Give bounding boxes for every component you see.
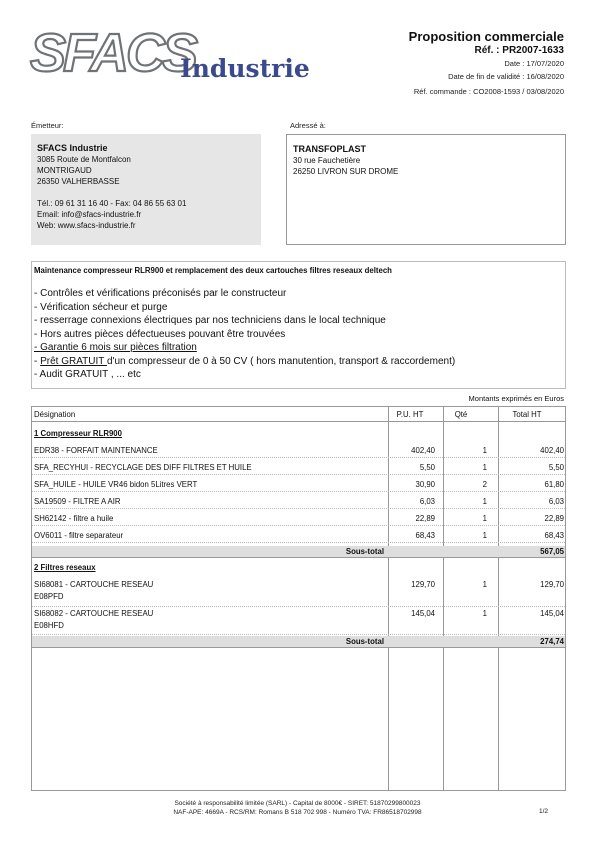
recipient-address-1: 30 rue Fauchetière: [293, 156, 361, 165]
section-title-text: 1 Compresseur RLR900: [34, 429, 122, 438]
emitter-email: Email: info@sfacs-industrie.fr: [37, 210, 142, 219]
item-unit-price: 68,43: [415, 531, 435, 540]
item-quantity: 1: [482, 531, 487, 540]
item-unit-price: 30,90: [415, 480, 435, 489]
document-date: Date : 17/07/2020: [504, 59, 564, 68]
emitter-box: [31, 134, 261, 245]
table-row: [32, 462, 565, 475]
company-logo: [30, 24, 320, 86]
item-unit-price: 6,03: [419, 497, 435, 506]
section-title: [32, 562, 565, 574]
description-title: Maintenance compresseur RLR900 et remplacement des deux cartouches filtres reseaux deltech: [34, 266, 392, 275]
document-header: [409, 29, 564, 98]
emitter-address-2: MONTRIGAUD: [37, 166, 92, 175]
subtotal-value: 274,74: [540, 637, 564, 646]
subtotal-label: Sous-total: [345, 637, 384, 646]
emitter-label: Émetteur:: [31, 121, 64, 130]
item-quantity: 1: [482, 609, 487, 618]
recipient-name: TRANSFOPLAST: [293, 144, 366, 154]
order-ref: Réf. commande : CO2008-1593 / 03/08/2020: [413, 87, 564, 96]
item-designation: SA19509 - FILTRE A AIR: [34, 497, 121, 506]
emitter-address-3: 26350 VALHERBASSE: [37, 177, 120, 186]
item-designation: SFA_RECYHUI - RECYCLAGE DES DIFF FILTRES ET HUILE: [34, 463, 252, 472]
item-designation-ref: E08PFD: [34, 592, 64, 601]
recipient-label: Adressé à:: [290, 121, 326, 130]
description-line: - Audit GRATUIT , ... etc: [34, 369, 141, 380]
item-unit-price: 402,40: [411, 446, 435, 455]
section-title-text: 2 Filtres reseaux: [34, 563, 96, 572]
description-line: - Vérification sécheur et purge: [34, 301, 168, 313]
item-designation: SH62142 - filtre a huile: [34, 514, 114, 523]
logo-sfacs: SFACS: [30, 23, 196, 83]
item-total: 5,50: [548, 463, 564, 472]
footer-line-2: NAF-APE: 4669A - RCS/RM: Romans B 518 702 998 - Numéro TVA: FR86518702998: [173, 809, 422, 816]
item-unit-price: 5,50: [419, 463, 435, 472]
item-designation: EDR38 - FORFAIT MAINTENANCE: [34, 446, 158, 455]
document-ref: Réf. : PR2007-1633: [474, 45, 564, 56]
document-title: Proposition commerciale: [408, 29, 564, 44]
item-unit-price: 145,04: [411, 609, 435, 618]
item-designation: [34, 579, 153, 603]
validity-date: Date de fin de validité : 16/08/2020: [448, 72, 564, 81]
item-designation-main: SI68081 - CARTOUCHE RESEAU: [34, 580, 154, 589]
table-row: [32, 479, 565, 492]
recipient-box: [286, 134, 566, 245]
table-row: [32, 445, 565, 458]
table-row: [32, 530, 565, 543]
table-row: [32, 579, 565, 607]
legal-footer: [0, 799, 595, 817]
item-total: 6,03: [548, 497, 564, 506]
section-title: [32, 428, 565, 440]
item-total: 68,43: [544, 531, 564, 540]
logo-industrie: Industrie: [180, 54, 310, 83]
description-line: - Hors autres pièces défectueuses pouvant être trouvées: [34, 328, 286, 340]
subtotal-row: [32, 636, 565, 648]
item-unit-price: 129,70: [411, 580, 435, 589]
currency-note: Montants exprimés en Euros: [468, 394, 564, 403]
table-row: [32, 513, 565, 526]
header-designation: Désignation: [34, 410, 76, 419]
table-header: [32, 407, 565, 422]
proposal-description: [31, 261, 566, 389]
loan-detail: d'un compresseur de 0 à 50 CV ( hors manutention, transport & raccordement): [106, 355, 456, 367]
page-number: 1/2: [538, 808, 548, 815]
item-designation-ref: E08HFD: [34, 621, 64, 630]
header-total: Total HT: [512, 410, 542, 419]
free-loan-text: Prêt GRATUIT: [40, 355, 107, 367]
item-quantity: 1: [482, 463, 487, 472]
item-designation-main: SI68082 - CARTOUCHE RESEAU: [34, 609, 154, 618]
description-list: [34, 287, 563, 382]
item-total: 402,40: [540, 446, 564, 455]
subtotal-row: [32, 546, 565, 558]
item-quantity: 2: [482, 480, 487, 489]
item-total: 145,04: [540, 609, 564, 618]
table-row: [32, 496, 565, 509]
items-table: [31, 406, 566, 791]
description-line: - resserrage connexions électriques par nos techniciens dans le local technique: [34, 315, 386, 326]
item-total: 129,70: [540, 580, 564, 589]
recipient-address-2: 26250 LIVRON SUR DROME: [293, 167, 399, 176]
header-unit-price: P.U. HT: [396, 410, 424, 419]
emitter-web: Web: www.sfacs-industrie.fr: [37, 221, 136, 230]
item-quantity: 1: [482, 580, 487, 589]
emitter-address-1: 3085 Route de Montfalcon: [37, 155, 131, 164]
emitter-phone: Tél.: 09 61 31 16 40 - Fax: 04 86 55 63 01: [37, 199, 187, 208]
item-quantity: 1: [482, 497, 487, 506]
description-line: - Contrôles et vérifications préconisés par le constructeur: [34, 288, 287, 299]
item-total: 22,89: [544, 514, 564, 523]
item-designation: [34, 608, 153, 632]
item-total: 61,80: [544, 480, 564, 489]
subtotal-value: 567,05: [540, 547, 564, 556]
footer-line-1: Société à responsabilité limitée (SARL) - Capital de 8000€ - SIRET: 51870299800023: [174, 800, 421, 807]
description-line-warranty: - Garantie 6 mois sur pièces filtration: [34, 342, 197, 353]
item-designation: SFA_HUILE - HUILE VR46 bidon 5Litres VERT: [34, 480, 198, 489]
item-quantity: 1: [482, 446, 487, 455]
table-row: [32, 608, 565, 635]
subtotal-label: Sous-total: [345, 547, 384, 556]
emitter-name: SFACS Industrie: [37, 143, 108, 153]
item-quantity: 1: [482, 514, 487, 523]
description-line-loan: [34, 355, 563, 369]
header-quantity: Qté: [454, 410, 468, 419]
dash: -: [34, 355, 41, 367]
item-unit-price: 22,89: [415, 514, 435, 523]
item-designation: OV6011 - filtre separateur: [34, 531, 124, 540]
